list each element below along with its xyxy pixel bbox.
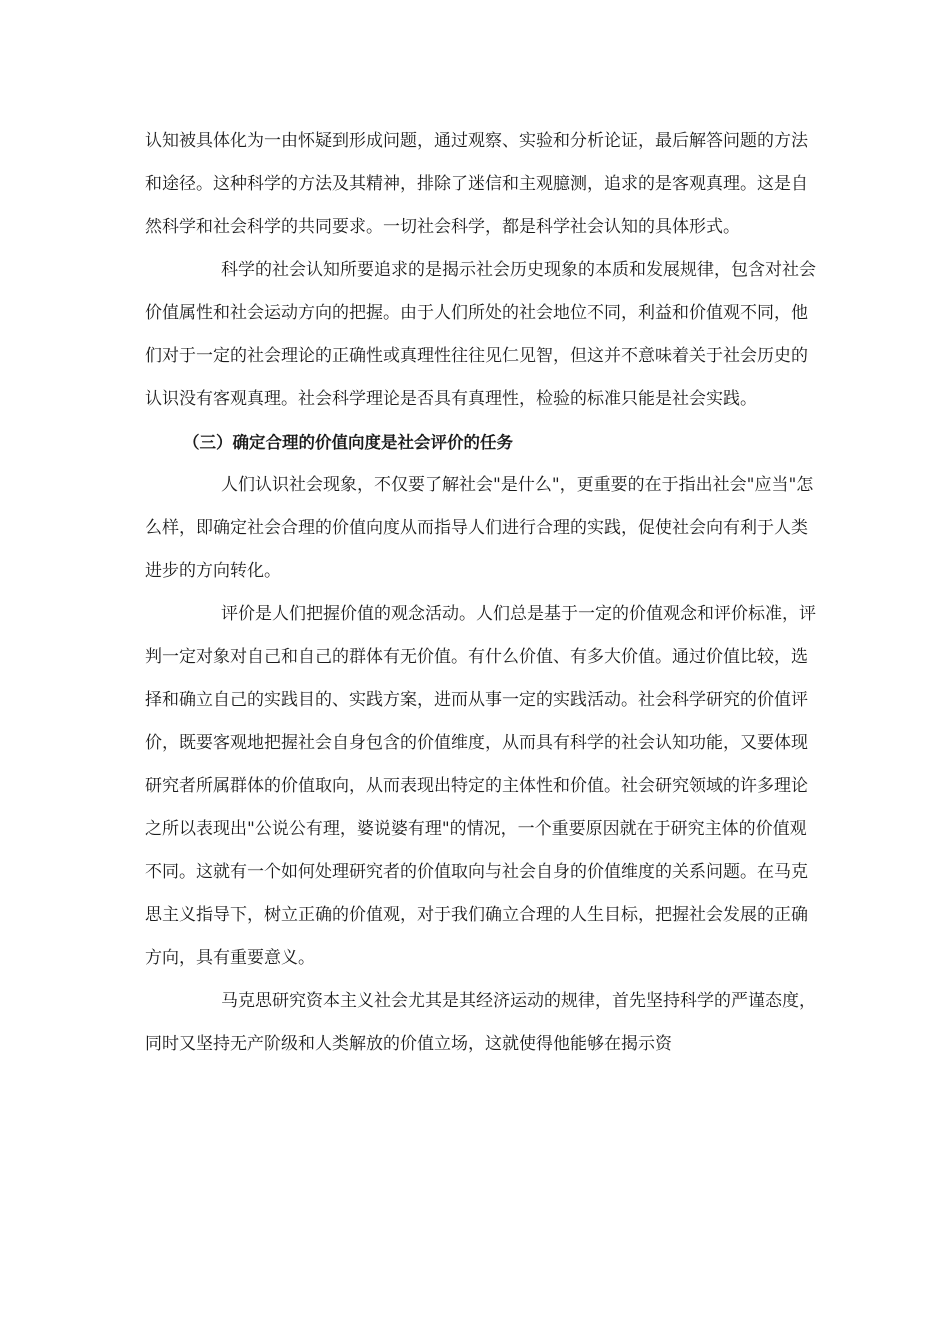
section-heading: （三）确定合理的价值向度是社会评价的任务 bbox=[183, 433, 513, 452]
paragraph-1: 认知被具体化为一由怀疑到形成问题，通过观察、实验和分析论证，最后解答问题的方法和途径。这种科学的方法及其精神，排除了迷信和主观臆测，追求的是客观真理。这是自然科学和社会科学的共同要求。一切社会科学，都是科学社会认知的具体形式。 bbox=[145, 131, 808, 237]
paragraph-5: 马克思研究资本主义社会尤其是其经济运动的规律，首先坚持科学的严谨态度，同时又坚持无产阶级和人类解放的价值立场，这就使得他能够在揭示资 bbox=[145, 991, 816, 1054]
paragraph-3: 人们认识社会现象，不仅要了解社会"是什么"，更重要的在于指出社会"应当"怎么样，即确定社会合理的价值向度从而指导人们进行合理的实践，促使社会向有利于人类进步的方向转化。 bbox=[145, 475, 814, 581]
document-body bbox=[145, 120, 820, 1066]
paragraph-2: 科学的社会认知所要追求的是揭示社会历史现象的本质和发展规律，包含对社会价值属性和社会运动方向的把握。由于人们所处的社会地位不同，利益和价值观不同，他们对于一定的社会理论的正确性或真理性往往见仁见智，但这并不意味着关于社会历史的认识没有客观真理。社会科学理论是否具有真理性，检验的标准只能是社会实践。 bbox=[145, 260, 816, 409]
paragraph-4: 评价是人们把握价值的观念活动。人们总是基于一定的价值观念和评价标准，评判一定对象对自己和自己的群体有无价值。有什么价值、有多大价值。通过价值比较，选择和确立自己的实践目的、实践方案，进而从事一定的实践活动。社会科学研究的价值评价，既要客观地把握社会自身包含的价值维度，从而具有科学的社会认知功能，又要体现研究者所属群体的价值取向，从而表现出特定的主体性和价值。社会研究领域的许多理论之所以表现出"公说公有理，婆说婆有理"的情况，一个重要原因就在于研究主体的价值观不同。这就有一个如何处理研究者的价值取向与社会自身的价值维度的关系问题。在马克思主义指导下，树立正确的价值观，对于我们确立合理的人生目标，把握社会发展的正确方向，具有重要意义。 bbox=[145, 604, 816, 968]
